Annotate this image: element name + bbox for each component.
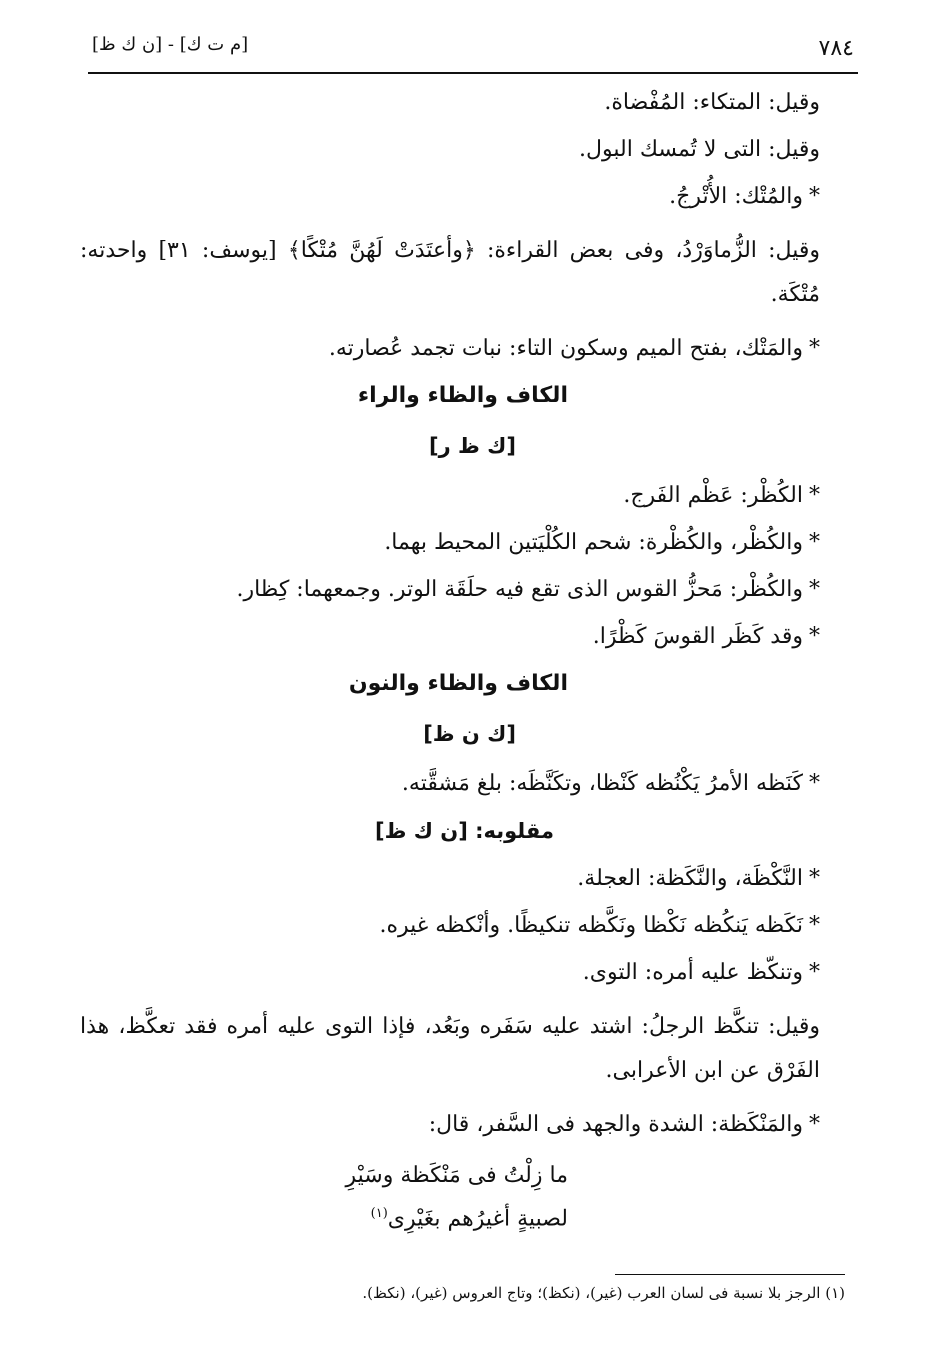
entry-line [80,334,850,364]
section-heading: الكاف والظاء والراء [357,383,568,408]
asterisk-icon: * [809,1112,820,1137]
asterisk-icon: * [809,483,820,508]
root-range: [م ت ك] - [ن ك ظ] [92,34,249,55]
verse-line: ما زِلْتُ فى مَنْكَظة وسَيْرِ [345,1163,568,1188]
entry-line [80,229,850,317]
root-heading: [ك ن ظ] [423,722,516,746]
entry-text: وقيل: تنكَّظ الرجلُ: اشتد عليه سَفَره وبَعُد، فإذا التوى عليه أمره فقد تعكَّظ، هذا الفَرْق عن ابن الأعرابى. [80,1014,820,1083]
entry-text: وقيل: المتكاء: المُفْضاة. [604,90,820,115]
entry-line [80,575,850,605]
asterisk-icon: * [809,530,820,555]
inverted-root-heading: مقلوبه: [ن ك ظ] [375,819,554,843]
entry-text: والمَنْكَظة: الشدة والجهد فى السَّفر، قال: [428,1112,803,1137]
entry-text: والكُظْر، والكُظْرة: شحم الكُلْيَتين المحيط بهما. [384,530,803,555]
section-heading: الكاف والظاء والنون [348,671,568,696]
page-number: ٧٨٤ [818,36,854,61]
verse-line [80,1195,568,1238]
entry-text: والكُظْر: مَحزُّ القوس الذى تقع فيه حلَقَة الوتر. وجمعهما: كِظار. [236,577,803,602]
entry-text: وتنكّظ عليه أمره: التوى. [582,960,803,985]
asterisk-icon: * [809,913,820,938]
entry-line [80,1005,850,1093]
entry-line [80,1110,850,1140]
entry-line [80,135,850,165]
asterisk-icon: * [809,960,820,985]
entry-text: وقيل: التى لا تُمسك البول. [579,137,820,162]
page-body [80,88,850,1238]
entry-text: والمُتْك: الأُتْرجُ. [669,184,803,209]
verse [80,1157,850,1238]
asterisk-icon: * [809,866,820,891]
entry-line [80,864,850,894]
entry-text: وقيل: الزُّماوَرْدُ، وفى بعض القراءة: ﴿وأعتَدَتْ لَهُنَّ مُتْكًا﴾ [يوسف: ٣١] واحدته: مُتْكَة. [80,238,821,307]
entry-text: وقد كَظَر القوسَ كَظْرًا. [592,624,803,649]
entry-line [80,622,850,652]
entry-text: نَكَظه يَنكُظه نَكْظا ونَكَّظه تنكيظًا. وأنْكظه غيره. [379,913,803,938]
footnote-marker: (١) [370,1206,388,1221]
asterisk-icon: * [809,624,820,649]
footnote: (١) الرجز بلا نسبة فى لسان العرب (غير)، (نكظ)؛ وتاج العروس (غير)، (نكظ). [362,1284,845,1302]
entry-line [80,88,850,118]
asterisk-icon: * [809,771,820,796]
asterisk-icon: * [809,184,820,209]
root-heading: [ك ظ ر] [429,434,516,458]
entry-text: الكُظْر: عَظْم الفَرج. [623,483,803,508]
asterisk-icon: * [809,577,820,602]
entry-text: النَّكْظَة، والنَّكَظة: العجلة. [577,866,803,891]
entry-line [80,528,850,558]
entry-line [80,911,850,941]
verse-line-text: لصبيةٍ أغيرُهم بغَيْرِى [387,1206,568,1232]
asterisk-icon: * [809,336,820,361]
footnote-divider [615,1274,845,1275]
entry-line [80,182,850,212]
entry-line [80,958,850,988]
entry-text: كَنَظه الأمرُ يَكْنُظه كَنْظا، وتكَنَّظَه: بلغ مَشقَّته. [401,771,803,796]
entry-line [80,769,850,799]
entry-line [80,481,850,511]
page-header [88,28,858,74]
entry-text: والمَتْك، بفتح الميم وسكون التاء: نبات تجمد عُصارته. [328,336,803,361]
